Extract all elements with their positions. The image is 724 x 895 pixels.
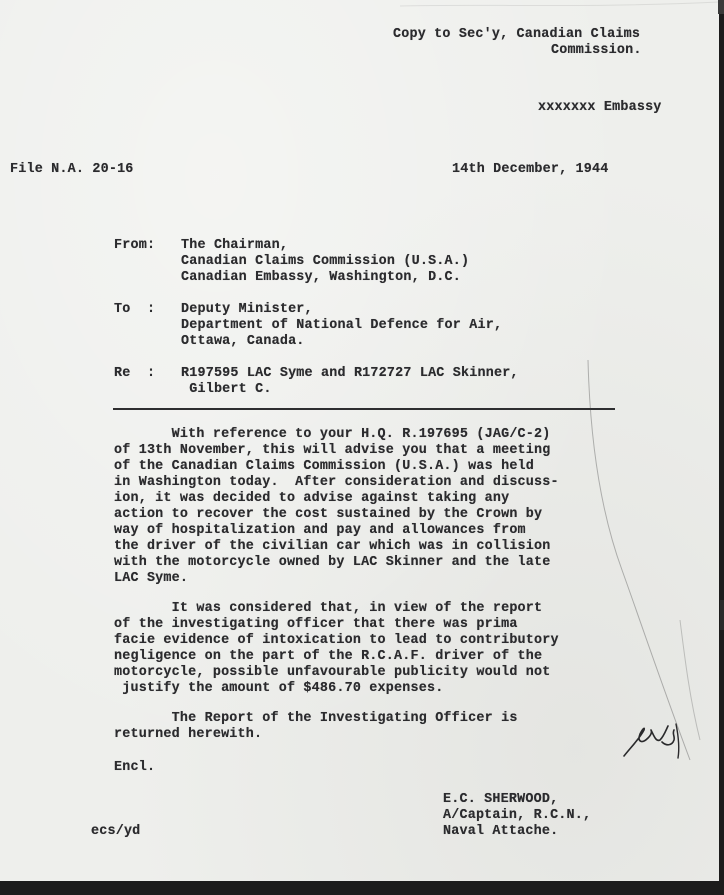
- signature-title: Naval Attache.: [443, 824, 559, 839]
- body-p1-line-6: action to recover the cost sustained by the Crown by: [114, 507, 543, 522]
- scan-edge-mark: [720, 600, 724, 630]
- body-p1-line-10: LAC Syme.: [114, 571, 189, 586]
- body-p2-line-3: facie evidence of intoxication to lead to contributory: [114, 633, 559, 648]
- to-line-1: Deputy Minister,: [181, 302, 313, 317]
- body-p2-line-6: justify the amount of $486.70 expenses.: [114, 681, 444, 696]
- body-p3-line-1: The Report of the Investigating Officer is: [114, 711, 518, 726]
- body-p3-line-2: returned herewith.: [114, 727, 263, 742]
- re-line-1: R197595 LAC Syme and R172727 LAC Skinner,: [181, 366, 519, 381]
- scan-edge-mark: [718, 0, 724, 14]
- handwritten-initials: [618, 716, 694, 766]
- from-line-1: The Chairman,: [181, 238, 289, 253]
- body-p1-line-5: ion, it was decided to advise against taking any: [114, 491, 510, 506]
- re-label: Re :: [114, 366, 156, 381]
- body-p2-line-2: of the investigating officer that there was prima: [114, 617, 518, 632]
- to-line-2: Department of National Defence for Air,: [181, 318, 503, 333]
- to-line-3: Ottawa, Canada.: [181, 334, 305, 349]
- from-label: From:: [114, 238, 156, 253]
- body-p2-line-5: motorcycle, possible unfavourable publicity would not: [114, 665, 551, 680]
- enclosure-note: Encl.: [114, 760, 156, 775]
- letter-date: 14th December, 1944: [452, 162, 609, 177]
- copy-note-line-2: Commission.: [551, 43, 642, 58]
- from-line-3: Canadian Embassy, Washington, D.C.: [181, 270, 462, 285]
- typist-initials: ecs/yd: [91, 824, 141, 839]
- body-p1-line-1: With reference to your H.Q. R.197695 (JAG/C-2): [114, 427, 551, 442]
- to-label: To :: [114, 302, 156, 317]
- from-line-2: Canadian Claims Commission (U.S.A.): [181, 254, 470, 269]
- body-p2-line-1: It was considered that, in view of the report: [114, 601, 543, 616]
- subject-divider: [113, 408, 615, 410]
- body-p1-line-8: the driver of the civilian car which was in collision: [114, 539, 551, 554]
- signature-rank: A/Captain, R.C.N.,: [443, 808, 592, 823]
- body-p2-line-4: negligence on the part of the R.C.A.F. driver of the: [114, 649, 543, 664]
- copy-note-line-1: Copy to Sec'y, Canadian Claims: [393, 27, 641, 42]
- signature-name: E.C. SHERWOOD,: [443, 792, 559, 807]
- re-line-2: Gilbert C.: [181, 382, 272, 397]
- file-reference: File N.A. 20-16: [10, 162, 134, 177]
- body-p1-line-9: with the motorcycle owned by LAC Skinner and the late: [114, 555, 551, 570]
- body-p1-line-2: of 13th November, this will advise you that a meeting: [114, 443, 551, 458]
- body-p1-line-3: of the Canadian Claims Commission (U.S.A.) was held: [114, 459, 535, 474]
- body-p1-line-4: in Washington today. After consideration and discuss-: [114, 475, 559, 490]
- body-p1-line-7: way of hospitalization and pay and allowances from: [114, 523, 526, 538]
- embassy-line: xxxxxxx Embassy: [538, 100, 662, 115]
